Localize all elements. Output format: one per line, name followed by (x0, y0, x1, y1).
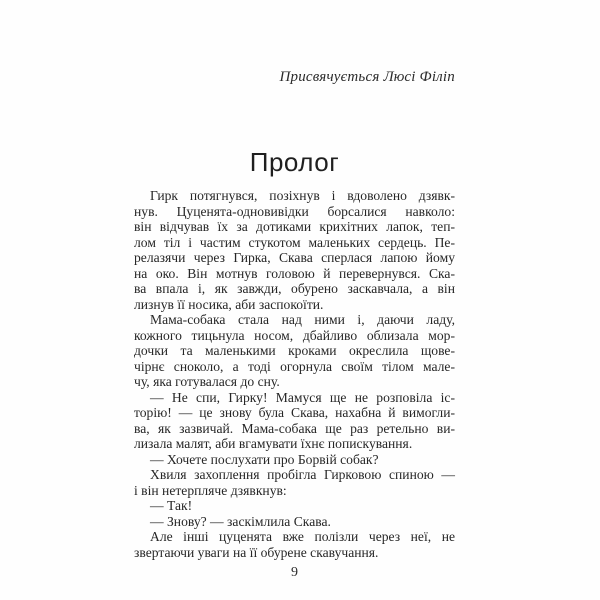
text-line: лизнув її носика, аби заспокоїти. (134, 296, 324, 312)
text-line: — Знову? — заскімлила Скава. (150, 513, 331, 529)
text-line: нув. Цуценята-одновивідки борсалися навколо: (134, 203, 455, 219)
chapter-title: Пролог (249, 147, 340, 177)
text-line: Хвиля захоплення пробігла Гирковою спиною — (150, 467, 455, 482)
body-text (134, 188, 455, 560)
text-line: він відчував їх за дотиками крихітних лапок, теп- (134, 219, 455, 234)
paragraph (134, 452, 455, 468)
text-line: на око. Він мотнув головою й перевернувся. Ска- (134, 265, 455, 281)
text-line: — Так! (150, 498, 193, 513)
text-line: ва впала і, як завжди, обурено заскавчала, а він (134, 281, 455, 296)
text-line: — Не спи, Гирку! Мамуся ще не розповіла іс- (150, 389, 455, 405)
paragraph (134, 529, 455, 560)
text-line: Мама-собака стала над ними і, даючи ладу, (150, 312, 455, 327)
text-line: чірнє сноколо, а тоді огорнула своїм тілом мале- (134, 358, 455, 374)
paragraph (134, 467, 455, 498)
text-line: кожного тицьнула носом, дбайливо облизала мор- (134, 327, 455, 343)
text-line: лизала малят, аби вгамувати їхнє попискування. (134, 436, 413, 451)
text-line: релазячи через Гирка, Скава сперлася лапою йому (134, 250, 455, 265)
dedication-text: Присвячується Люсі Філіп (279, 69, 455, 85)
text-line: — Хочете послухати про Борвій собак? (150, 451, 379, 467)
page-number: 9 (291, 565, 298, 580)
paragraph (134, 188, 455, 312)
text-line: звертаючи уваги на її обурене скавучання. (134, 544, 379, 560)
text-line: Але інші цуценята вже полізли через неї, не (150, 529, 455, 544)
paragraph (134, 498, 455, 514)
text-line: ва, як зазвичай. Мама-собака ще раз ретельно ви- (134, 420, 455, 436)
text-line: дочки та маленькими кроками окреслила щове- (134, 343, 455, 358)
paragraph (134, 390, 455, 452)
text-line: і він нетерпляче дзявкнув: (134, 482, 287, 498)
text-line: торію! — це знову була Скава, нахабна й вимогли- (134, 405, 455, 420)
text-line: чу, яка готувалася до сну. (134, 374, 280, 389)
paragraph (134, 514, 455, 530)
paragraph (134, 312, 455, 390)
text-line: Гирк потягнувся, позіхнув і вдоволено дзявк- (150, 188, 455, 203)
text-line: лом тіл і частим стукотом маленьких сердець. Пе- (134, 234, 455, 250)
